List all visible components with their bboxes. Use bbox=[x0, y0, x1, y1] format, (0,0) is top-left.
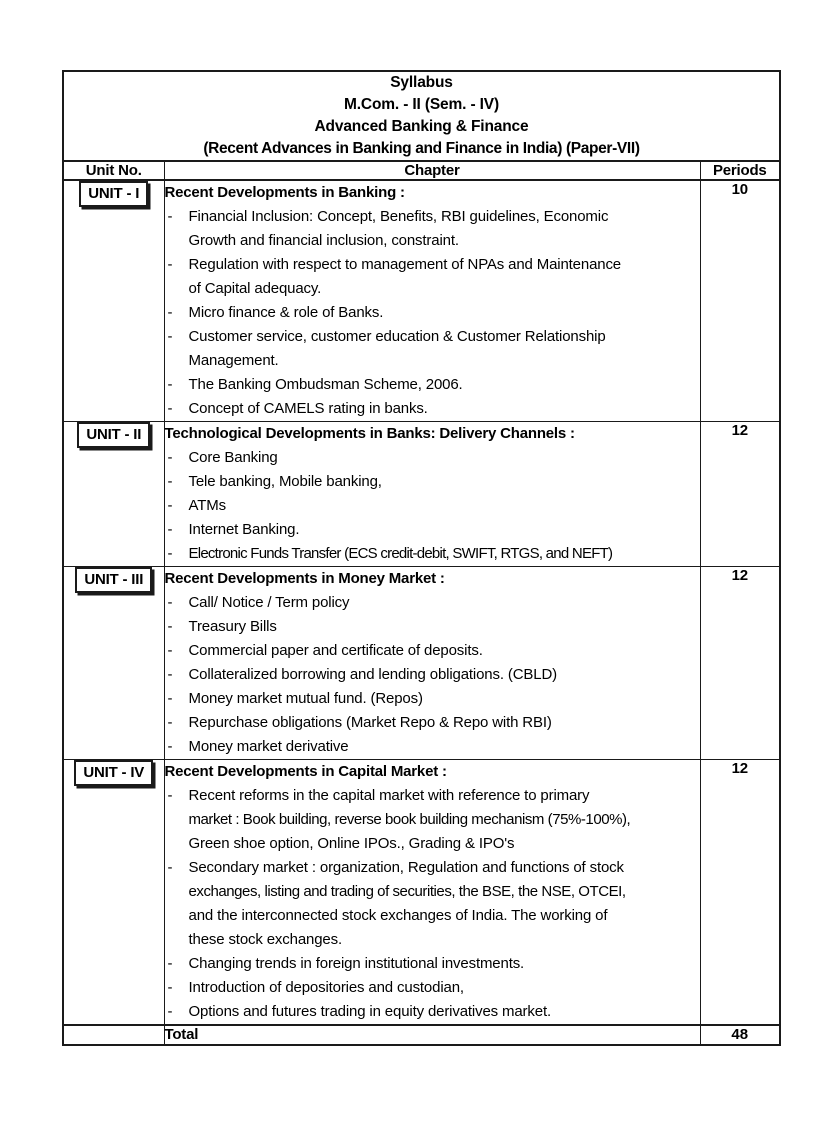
bullet-line: Customer service, customer education & Customer Relationship bbox=[188, 328, 606, 345]
bullet-dash: - bbox=[167, 714, 173, 731]
table-row bbox=[63, 422, 780, 567]
bullet-line: Concept of CAMELS rating in banks. bbox=[188, 400, 428, 417]
syllabus-table-body bbox=[63, 71, 780, 1045]
bullet-line: Growth and financial inclusion, constraint. bbox=[188, 232, 459, 249]
total-row bbox=[63, 1025, 780, 1045]
bullet-dash: - bbox=[167, 256, 173, 273]
chapter-cell bbox=[164, 760, 700, 1026]
bullet-dash: - bbox=[167, 618, 173, 635]
unit-no-cell bbox=[63, 567, 164, 760]
table-row bbox=[63, 567, 780, 760]
unit-label-badge: UNIT - I bbox=[79, 181, 148, 207]
chapter-cell bbox=[164, 422, 700, 567]
list-item bbox=[165, 784, 700, 856]
title-row bbox=[63, 71, 780, 161]
chapter-bullet-list bbox=[165, 591, 700, 759]
bullet-dash: - bbox=[167, 208, 173, 225]
bullet-dash: - bbox=[167, 376, 173, 393]
bullet-line: Regulation with respect to management of NPAs and Maintenance bbox=[188, 256, 621, 273]
bullet-line: market : Book building, reverse book building mechanism (75%-100%), bbox=[188, 811, 631, 828]
bullet-dash: - bbox=[167, 594, 173, 611]
chapter-heading: Technological Developments in Banks: Delivery Channels : bbox=[164, 425, 575, 442]
bullet-line: and the interconnected stock exchanges of India. The working of bbox=[188, 907, 608, 924]
total-empty-cell bbox=[63, 1025, 164, 1045]
list-item bbox=[165, 856, 700, 952]
bullet-dash: - bbox=[167, 955, 173, 972]
title-line-1: Syllabus bbox=[390, 74, 453, 91]
list-item bbox=[165, 373, 700, 397]
chapter-cell bbox=[164, 567, 700, 760]
list-item bbox=[165, 397, 700, 421]
column-header-unit-no: Unit No. bbox=[63, 161, 164, 180]
bullet-line: Collateralized borrowing and lending obligations. (CBLD) bbox=[188, 666, 557, 683]
bullet-line: these stock exchanges. bbox=[188, 931, 342, 948]
chapter-bullet-list bbox=[165, 205, 700, 421]
list-item bbox=[165, 663, 700, 687]
chapter-heading: Recent Developments in Capital Market : bbox=[164, 763, 447, 780]
bullet-line: Internet Banking. bbox=[188, 521, 300, 538]
bullet-line: Core Banking bbox=[188, 449, 278, 466]
bullet-dash: - bbox=[167, 545, 173, 562]
column-header-chapter: Chapter bbox=[164, 161, 700, 180]
list-item bbox=[165, 639, 700, 663]
title-line-4: (Recent Advances in Banking and Finance in India) (Paper-VII) bbox=[203, 140, 640, 157]
list-item bbox=[165, 542, 700, 566]
list-item bbox=[165, 446, 700, 470]
bullet-dash: - bbox=[167, 449, 173, 466]
table-row bbox=[63, 180, 780, 422]
chapter-bullet-list bbox=[165, 784, 700, 1024]
list-item bbox=[165, 205, 700, 253]
unit-no-cell bbox=[63, 180, 164, 422]
bullet-line: Money market derivative bbox=[188, 738, 349, 755]
bullet-line: Micro finance & role of Banks. bbox=[188, 304, 384, 321]
chapter-bullet-list bbox=[165, 446, 700, 566]
bullet-line: exchanges, listing and trading of securities, the BSE, the NSE, OTCEI, bbox=[188, 883, 626, 900]
total-periods-value: 48 bbox=[700, 1025, 780, 1045]
bullet-line: Changing trends in foreign institutional investments. bbox=[188, 955, 525, 972]
bullet-dash: - bbox=[167, 666, 173, 683]
list-item bbox=[165, 976, 700, 1000]
list-item bbox=[165, 325, 700, 373]
table-row bbox=[63, 760, 780, 1026]
periods-cell: 10 bbox=[700, 180, 780, 422]
bullet-line: Management. bbox=[188, 352, 279, 369]
list-item bbox=[165, 518, 700, 542]
list-item bbox=[165, 591, 700, 615]
periods-cell: 12 bbox=[700, 567, 780, 760]
bullet-dash: - bbox=[167, 690, 173, 707]
bullet-line: Introduction of depositories and custodian, bbox=[188, 979, 464, 996]
list-item bbox=[165, 301, 700, 325]
column-header-periods: Periods bbox=[700, 161, 780, 180]
periods-cell: 12 bbox=[700, 760, 780, 1026]
list-item bbox=[165, 253, 700, 301]
total-label: Total bbox=[164, 1025, 700, 1045]
list-item bbox=[165, 735, 700, 759]
column-header-row bbox=[63, 161, 780, 180]
bullet-line: Tele banking, Mobile banking, bbox=[188, 473, 382, 490]
unit-no-cell bbox=[63, 422, 164, 567]
unit-label-badge: UNIT - II bbox=[77, 422, 150, 448]
bullet-dash: - bbox=[167, 304, 173, 321]
list-item bbox=[165, 494, 700, 518]
list-item bbox=[165, 687, 700, 711]
bullet-dash: - bbox=[167, 497, 173, 514]
title-line-3: Advanced Banking & Finance bbox=[314, 118, 529, 135]
bullet-line: Commercial paper and certificate of deposits. bbox=[188, 642, 483, 659]
list-item bbox=[165, 711, 700, 735]
bullet-line: Secondary market : organization, Regulation and functions of stock bbox=[188, 859, 624, 876]
bullet-dash: - bbox=[167, 521, 173, 538]
bullet-dash: - bbox=[167, 787, 173, 804]
unit-label-badge: UNIT - IV bbox=[74, 760, 153, 786]
bullet-dash: - bbox=[167, 400, 173, 417]
bullet-line: Options and futures trading in equity derivatives market. bbox=[188, 1003, 551, 1020]
bullet-line: The Banking Ombudsman Scheme, 2006. bbox=[188, 376, 463, 393]
chapter-heading: Recent Developments in Banking : bbox=[164, 184, 405, 201]
bullet-line: Treasury Bills bbox=[188, 618, 277, 635]
list-item bbox=[165, 1000, 700, 1024]
bullet-line: ATMs bbox=[188, 497, 226, 514]
chapter-cell bbox=[164, 180, 700, 422]
bullet-dash: - bbox=[167, 738, 173, 755]
bullet-line: Green shoe option, Online IPOs., Grading & IPO's bbox=[188, 835, 515, 852]
bullet-line: Call/ Notice / Term policy bbox=[188, 594, 350, 611]
bullet-dash: - bbox=[167, 979, 173, 996]
chapter-heading: Recent Developments in Money Market : bbox=[164, 570, 445, 587]
list-item bbox=[165, 615, 700, 639]
periods-cell: 12 bbox=[700, 422, 780, 567]
document-title-block bbox=[63, 71, 780, 161]
title-line-2: M.Com. - II (Sem. - IV) bbox=[343, 96, 499, 113]
list-item bbox=[165, 952, 700, 976]
bullet-dash: - bbox=[167, 1003, 173, 1020]
bullet-dash: - bbox=[167, 859, 173, 876]
bullet-line: Electronic Funds Transfer (ECS credit-debit, SWIFT, RTGS, and NEFT) bbox=[188, 545, 613, 562]
unit-label-badge: UNIT - III bbox=[75, 567, 152, 593]
bullet-line: Repurchase obligations (Market Repo & Repo with RBI) bbox=[188, 714, 552, 731]
bullet-line: Recent reforms in the capital market with reference to primary bbox=[188, 787, 590, 804]
bullet-dash: - bbox=[167, 473, 173, 490]
list-item bbox=[165, 470, 700, 494]
bullet-dash: - bbox=[167, 642, 173, 659]
bullet-line: Financial Inclusion: Concept, Benefits, RBI guidelines, Economic bbox=[188, 208, 609, 225]
bullet-dash: - bbox=[167, 328, 173, 345]
bullet-line: of Capital adequacy. bbox=[188, 280, 322, 297]
bullet-line: Money market mutual fund. (Repos) bbox=[188, 690, 423, 707]
unit-no-cell bbox=[63, 760, 164, 1026]
syllabus-table bbox=[62, 70, 781, 1046]
